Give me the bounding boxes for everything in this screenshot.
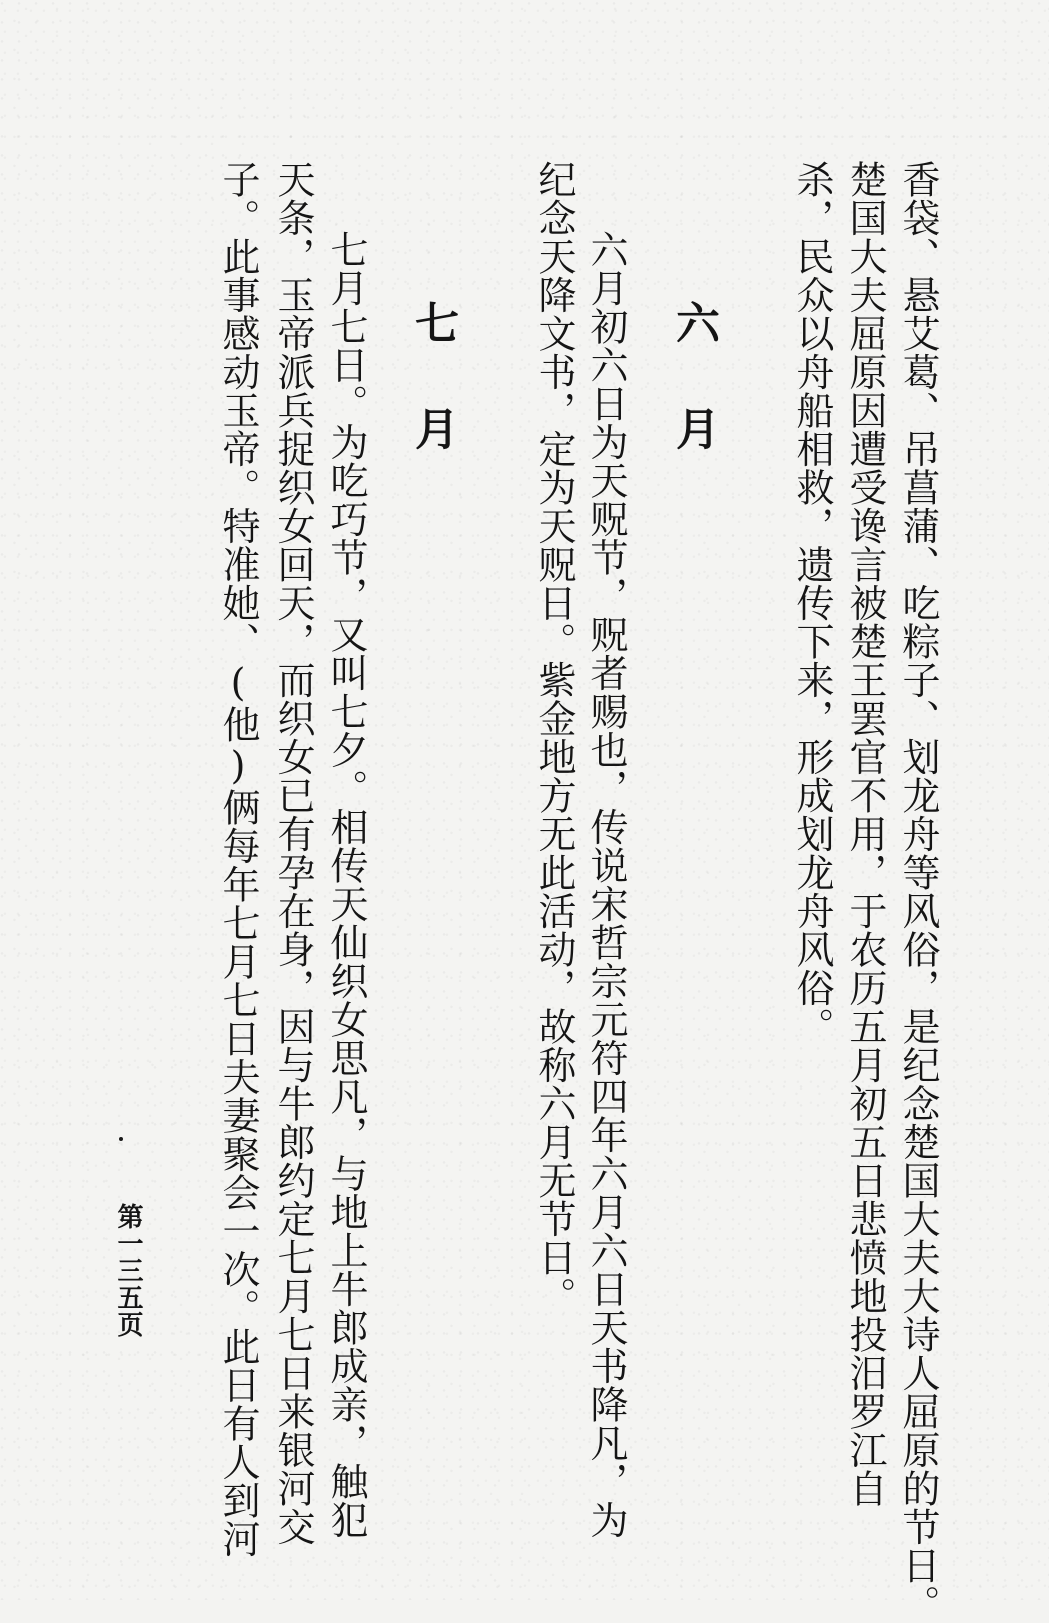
section-heading-july: 七月 (407, 300, 458, 512)
text-column-5: 纪念天降文书，定为天贶日。紫金地方无此活动，故称六月无节日。 (532, 160, 576, 1315)
section-heading-june: 六月 (668, 300, 719, 512)
text-column-6: 七月七日。为吃巧节，又叫七夕。相传天仙织女思凡，与地上牛郎成亲，触犯 (324, 230, 368, 1539)
text-column-4: 六月初六日为天贶节，贶者赐也，传说宋哲宗元符四年六月六日天书降凡，为 (584, 230, 628, 1539)
text-column-7: 天条，玉帝派兵捉织女回天，而织女已有孕在身，因与牛郎约定七月七日来银河交 (271, 160, 315, 1546)
text-column-3: 杀，民众以舟船相救，遗传下来，形成划龙舟风俗。 (790, 160, 834, 1046)
text-column-1: 香袋、悬艾葛、吊菖蒲、吃粽子、划龙舟等风俗，是纪念楚国大夫大诗人屈原的节日。 (896, 160, 940, 1623)
ink-speck (119, 1137, 123, 1141)
page-number: 第一三五页 (113, 1203, 143, 1338)
text-column-8: 子。此事感动玉帝。特准她、(他)俩每年七月七日夫妻聚会一次。此日有人到河 (216, 160, 260, 1558)
text-column-2: 楚国大夫屈原因遭受谗言被楚王罢官不用，于农历五月初五日悲愤地投汨罗江自 (843, 160, 887, 1508)
